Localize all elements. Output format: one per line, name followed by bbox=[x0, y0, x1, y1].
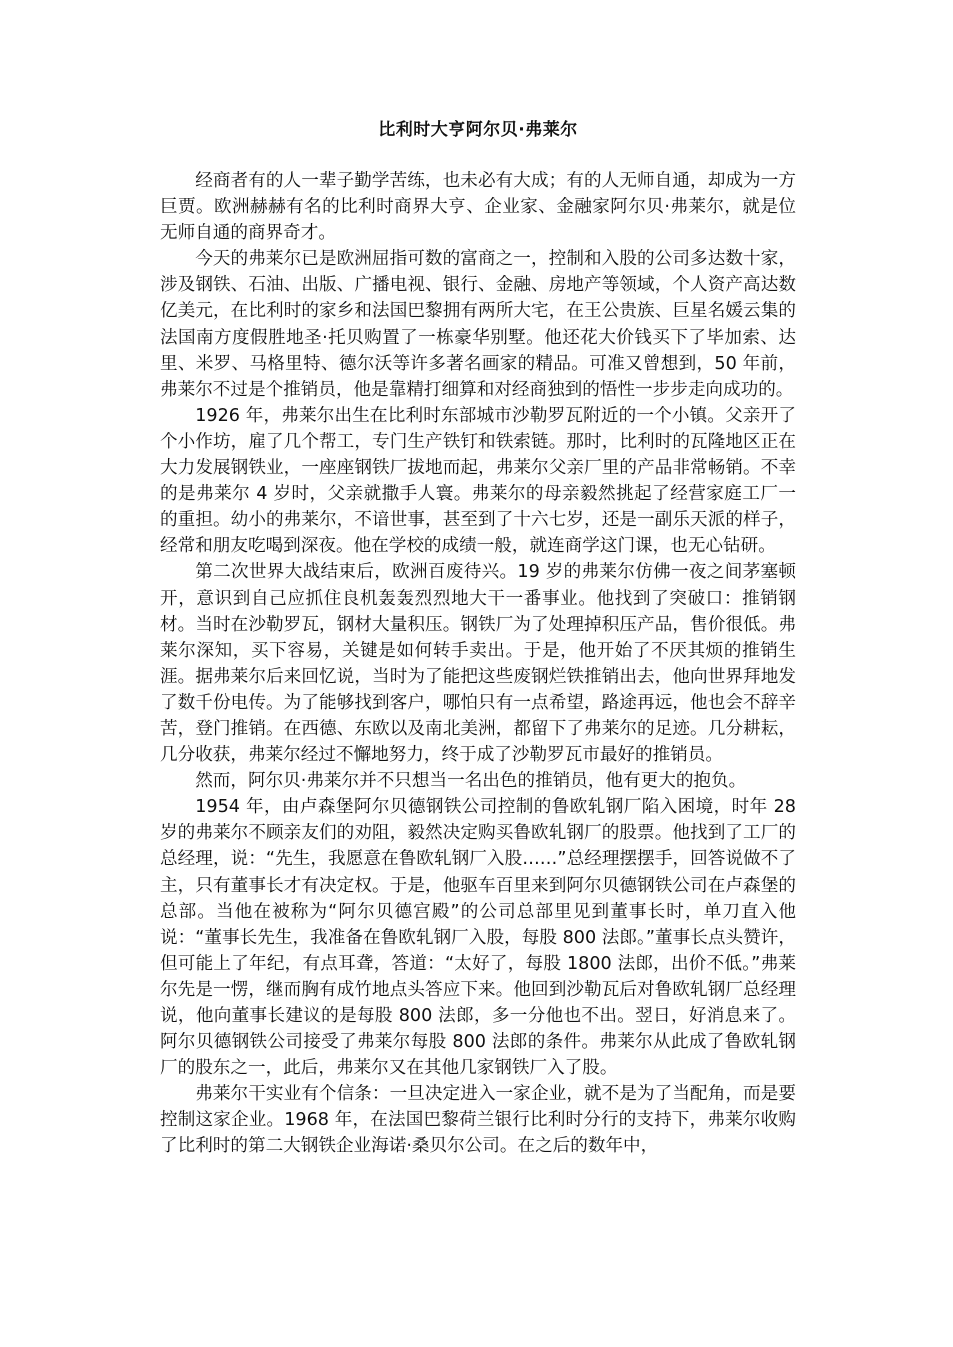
document-page bbox=[160, 118, 796, 1160]
document-title: 比利时大亨阿尔贝·弗莱尔 bbox=[378, 120, 578, 140]
paragraph-salesman: 第二次世界大战结束后，欧洲百废待兴。19 岁的弗莱尔仿佛一夜之间茅塞顿开，意识到自己应抓住良机轰轰烈烈地大干一番事业。他找到了突破口：推销钢材。当时在沙勒罗瓦，钢材大量积压。钢铁厂为了处理掉积压产品，售价很低。弗莱尔深知，买下容易，关键是如何转手卖出。于是，他开始了不厌其烦的推销生涯。据弗莱尔后来回忆说，当时为了能把这些废钢烂铁推销出去，他向世界拜地发了数千份电传。为了能够找到客户，哪怕只有一点希望，路途再远，他也会不辞辛苦，登门推销。在西德、东欧以及南北美洲，都留下了弗莱尔的足迹。几分耕耘，几分收获，弗莱尔经过不懈地努力，终于成了沙勒罗瓦市最好的推销员。 bbox=[160, 562, 796, 766]
paragraph-ambition: 然而，阿尔贝·弗莱尔并不只想当一名出色的推销员，他有更大的抱负。 bbox=[195, 771, 747, 792]
paragraph-childhood: 1926 年，弗莱尔出生在比利时东部城市沙勒罗瓦附近的一个小镇。父亲开了个小作坊，雇了几个帮工，专门生产铁钉和铁索链。那时，比利时的瓦隆地区正在大力发展钢铁业，一座座钢铁厂拔地而起，弗莱尔父亲厂里的产品非常畅销。不幸的是弗莱尔 4 岁时，父亲就撒手人寰。弗莱尔的母亲毅然挑起了经营家庭工厂一的重担。幼小的弗莱尔，不谙世事，甚至到了十六七岁，还是一副乐天派的样子，经常和朋友吃喝到深夜。他在学校的成绩一般，就连商学这门课，也无心钻研。 bbox=[160, 405, 796, 557]
paragraph-wealth: 今天的弗莱尔已是欧洲屈指可数的富商之一，控制和入股的公司多达数十家，涉及钢铁、石油、出版、广播电视、银行、金融、房地产等领域，个人资产高达数亿美元，在比利时的家乡和法国巴黎拥有两所大宅，在王公贵族、巨星名媛云集的法国南方度假胜地圣·托贝购置了一栋豪华别墅。他还花大价钱买下了毕加索、达里、米罗、马格里特、德尔沃等许多著名画家的精品。可准又曾想到，50 年前，弗莱尔不过是个推销员，他是靠精打细算和对经商独到的悟性一步步走向成功的。 bbox=[160, 249, 796, 400]
paragraph-intro: 经商者有的人一辈子勤学苦练，也未必有大成；有的人无师自通，却成为一方巨贾。欧洲赫赫有名的比利时商界大亨、企业家、金融家阿尔贝·弗莱尔，就是位无师自通的商界奇才。 bbox=[160, 171, 796, 244]
paragraph-1968-acquisition: 弗莱尔干实业有个信条：一旦决定进入一家企业，就不是为了当配角，而是要控制这家企业。1968 年，在法国巴黎荷兰银行比利时分行的支持下，弗莱尔收购了比利时的第二大钢铁企业海诺·桑贝尔公司。在之后的数年中， bbox=[160, 1084, 796, 1157]
paragraph-1954-shares: 1954 年，由卢森堡阿尔贝德钢铁公司控制的鲁欧轧钢厂陷入困境，时年 28 岁的弗莱尔不顾亲友们的劝阻，毅然决定购买鲁欧轧钢厂的股票。他找到了工厂的总经理，说：“先生，我愿意在鲁欧轧钢厂入股……”总经理摆摆手，回答说做不了主，只有董事长才有决定权。于是，他驱车百里来到阿尔贝德钢铁公司在卢森堡的总部。当他在被称为“阿尔贝德宫殿”的公司总部里见到董事长时，单刀直入他说：“董事长先生，我准备在鲁欧轧钢厂入股，每股 800 法郎。”董事长点头赞许，但可能上了年纪，有点耳聋，答道：“太好了，每股 1800 法郎，出价不低。”弗莱尔先是一愣，继而胸有成竹地点头答应下来。他回到沙勒瓦后对鲁欧轧钢厂总经理说，他向董事长建议的是每股 800 法郎，多一分他也不出。翌日，好消息来了。阿尔贝德钢铁公司接受了弗莱尔每股 800 法郎的条件。弗莱尔从此成了鲁欧轧钢厂的股东之一，此后，弗莱尔又在其他几家钢铁厂入了股。 bbox=[160, 797, 796, 1079]
